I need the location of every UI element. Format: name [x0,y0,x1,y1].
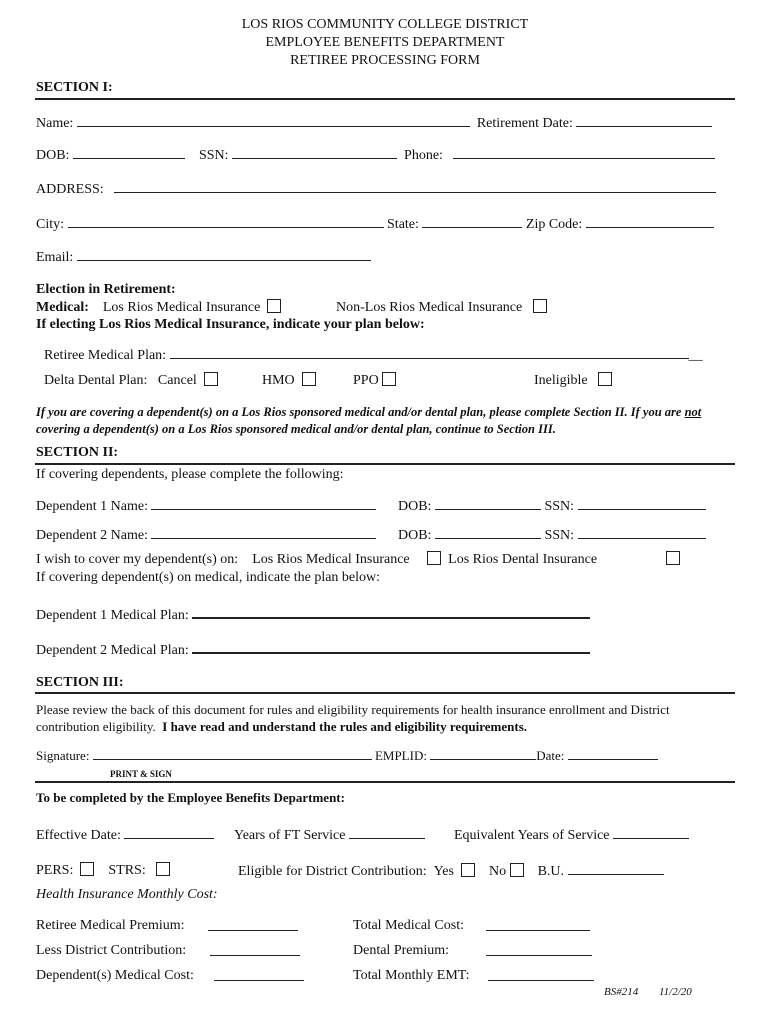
dental-premium-row [353,943,449,959]
dental-premium-label: Dental Premium: [353,943,450,958]
dob-field[interactable] [73,146,185,159]
eligible-row [238,862,664,880]
pers-row [36,862,170,879]
dep-plan-instruction: If covering dependent(s) on medical, indicate the plan below: [36,570,381,585]
review-text: Please review the back of this document for rules and eligibility requirements for health insurance enrollment and District contribution eligibility. [36,702,670,734]
name-field[interactable] [77,114,470,127]
dependent-2-row [36,526,376,544]
retiree-premium-row [36,918,185,934]
less-district-row [36,943,186,959]
dental-ppo [353,372,396,389]
delta-dental-row [44,372,218,389]
city-label: City: [36,217,65,232]
email-field[interactable] [77,248,371,261]
ack-text: I have read and understand the rules and eligibility requirements. [162,719,528,734]
retirement-date-label: Retirement Date: [476,116,573,131]
emplid-label: EMPLID: [374,748,427,763]
form-date: 11/2/20 [659,986,692,998]
dep-dental-cb-wrap [666,551,680,568]
cover-label: I wish to cover my dependent(s) on: [36,552,239,567]
effective-row [36,826,214,844]
dependent-cost-row [36,968,194,984]
eligible-yes-checkbox[interactable] [461,863,475,877]
dental-hmo [262,372,316,389]
los-rios-medical-label: Los Rios Medical Insurance [102,300,261,315]
dental-ppo-label: PPO [353,373,379,388]
dependent-note-b: covering a dependent(s) on a Los Rios sponsored medical and/or dental plan, continue to Section III. [36,422,556,436]
dep-medical-checkbox[interactable] [427,551,441,565]
medical-label: Medical: [36,300,89,315]
effective-date-label: Effective Date: [36,828,121,843]
section-3-title: SECTION III: [36,675,124,690]
eligible-label: Eligible for District Contribution: [238,864,427,879]
dental-premium-field[interactable] [486,943,592,956]
dependent-1-plan-field[interactable] [192,605,590,619]
dental-ppo-checkbox[interactable] [382,372,396,386]
plan-instruction: If electing Los Rios Medical Insurance, indicate your plan below: [36,317,425,332]
dental-cancel-label: Cancel [157,373,197,388]
eligible-yes-label: Yes [433,864,454,879]
dental-ineligible [534,372,612,389]
equiv-years-field[interactable] [613,826,689,839]
years-ft-row [234,826,425,844]
signature-field[interactable] [93,747,372,760]
years-ft-field[interactable] [349,826,425,839]
ssn-label: SSN: [198,148,229,163]
state-field[interactable] [422,215,522,228]
dependent-2-dob [398,526,706,544]
section-2-rule [35,463,735,465]
section-2-intro: If covering dependents, please complete the following: [36,467,344,482]
dependent-2-plan-label: Dependent 2 Medical Plan: [36,643,189,658]
dependent-note [36,404,736,438]
header-department: EMPLOYEE BENEFITS DEPARTMENT [265,35,505,50]
dependent-2-name-field[interactable] [151,526,376,539]
retiree-medical-plan-row [44,346,703,364]
dependent-2-ssn-field[interactable] [578,526,706,539]
retiree-premium-field[interactable] [208,918,298,931]
address-field[interactable] [114,180,716,193]
section-2-title: SECTION II: [36,445,119,460]
form-code: BS#214 [604,986,639,998]
cover-row [36,551,597,568]
dependent-cost-label: Dependent(s) Medical Cost: [36,968,194,983]
dependent-1-name-label: Dependent 1 Name: [36,499,148,514]
dental-ineligible-label: Ineligible [534,373,588,388]
benefits-rule [35,781,735,783]
pers-checkbox[interactable] [80,862,94,876]
equiv-years-row [454,826,689,844]
dental-hmo-checkbox[interactable] [302,372,316,386]
dependent-note-not: not [684,405,702,419]
bu-label: B.U. [537,864,565,879]
section-1-title: SECTION I: [36,80,113,95]
ssn-field[interactable] [232,146,397,159]
zip-field[interactable] [586,215,714,228]
email-label: Email: [36,250,74,265]
city-field[interactable] [68,215,384,228]
equiv-years-label: Equivalent Years of Service [454,828,610,843]
total-medical-label: Total Medical Cost: [353,918,465,933]
retirement-date-field[interactable] [576,114,712,127]
state-label: State: [387,217,419,232]
dependent-cost-field[interactable] [214,968,304,981]
years-ft-label: Years of FT Service [234,828,346,843]
date-label: Date: [536,748,565,763]
strs-checkbox[interactable] [156,862,170,876]
bu-field[interactable] [568,862,664,875]
non-los-rios-medical-label: Non-Los Rios Medical Insurance [336,300,523,315]
less-district-label: Less District Contribution: [36,943,187,958]
phone-label: Phone: [404,148,443,163]
retiree-medical-plan-tail: __ [688,348,703,363]
dependent-1-dob [398,497,706,515]
dependent-2-plan-field[interactable] [192,640,590,654]
dependent-1-plan-label: Dependent 1 Medical Plan: [36,608,189,623]
less-district-field[interactable] [210,943,300,956]
signature-label: Signature: [36,748,90,763]
dependent-2-dob-label: DOB: [398,528,432,543]
total-monthly-row [353,968,470,984]
signature-row [36,747,658,764]
non-los-rios-medical-checkbox[interactable] [533,299,547,313]
retiree-premium-label: Retiree Medical Premium: [36,918,185,933]
eligible-no-label: No [488,864,507,879]
address-row [36,180,716,198]
los-rios-medical-checkbox[interactable] [267,299,281,313]
dependent-2-name-label: Dependent 2 Name: [36,528,148,543]
pers-label: PERS: [36,863,74,878]
print-sign-caption: PRINT & SIGN [110,769,172,779]
address-label: ADDRESS: [36,182,104,197]
total-medical-field[interactable] [486,918,590,931]
strs-label: STRS: [108,863,146,878]
dependent-1-dob-field[interactable] [435,497,541,510]
non-los-rios-row [336,299,547,316]
dependent-2-plan-row [36,640,590,659]
retiree-medical-plan-label: Retiree Medical Plan: [44,348,167,363]
email-row [36,248,371,266]
total-monthly-field[interactable] [488,968,594,981]
dependent-1-row [36,497,376,515]
dependent-note-a: If you are covering a dependent(s) on a Los Rios sponsored medical and/or dental plan, please complete Section II. If you are [36,405,685,419]
dep-los-rios-medical-label: Los Rios Medical Insurance [252,552,410,567]
section-1-rule [35,98,735,100]
dependent-2-ssn-label: SSN: [544,528,575,543]
dob-label: DOB: [36,148,70,163]
dep-dental-checkbox[interactable] [666,551,680,565]
delta-dental-label: Delta Dental Plan: [44,373,148,388]
name-label: Name: [36,116,74,131]
dependent-1-dob-label: DOB: [398,499,432,514]
total-medical-row [353,918,464,934]
header-district: LOS RIOS COMMUNITY COLLEGE DISTRICT [241,17,529,32]
dependent-1-ssn-field[interactable] [578,497,706,510]
dependent-1-plan-row [36,605,590,624]
dependent-1-name-field[interactable] [151,497,376,510]
dob-row [36,146,715,164]
dental-hmo-label: HMO [262,373,295,388]
zip-label: Zip Code: [525,217,583,232]
dependent-1-ssn-label: SSN: [544,499,575,514]
phone-field[interactable] [453,146,715,159]
signature-date-field[interactable] [568,747,658,760]
medical-row [36,299,281,316]
city-row [36,215,714,233]
election-title: Election in Retirement: [36,282,176,297]
effective-date-field[interactable] [124,826,214,839]
total-monthly-label: Total Monthly EMT: [353,968,470,983]
emplid-field[interactable] [430,747,536,760]
form-title: RETIREE PROCESSING FORM [290,53,480,68]
benefits-title: To be completed by the Employee Benefits Department: [36,790,345,805]
eligible-no-checkbox[interactable] [510,863,524,877]
name-row [36,114,712,132]
dependent-2-dob-field[interactable] [435,526,541,539]
dental-cancel-checkbox[interactable] [204,372,218,386]
review-paragraph [36,701,736,735]
health-cost-title: Health Insurance Monthly Cost: [36,887,218,902]
section-3-rule [35,692,735,694]
dental-ineligible-checkbox[interactable] [598,372,612,386]
dep-los-rios-dental-label: Los Rios Dental Insurance [448,552,598,567]
retiree-medical-plan-field[interactable] [170,346,689,359]
